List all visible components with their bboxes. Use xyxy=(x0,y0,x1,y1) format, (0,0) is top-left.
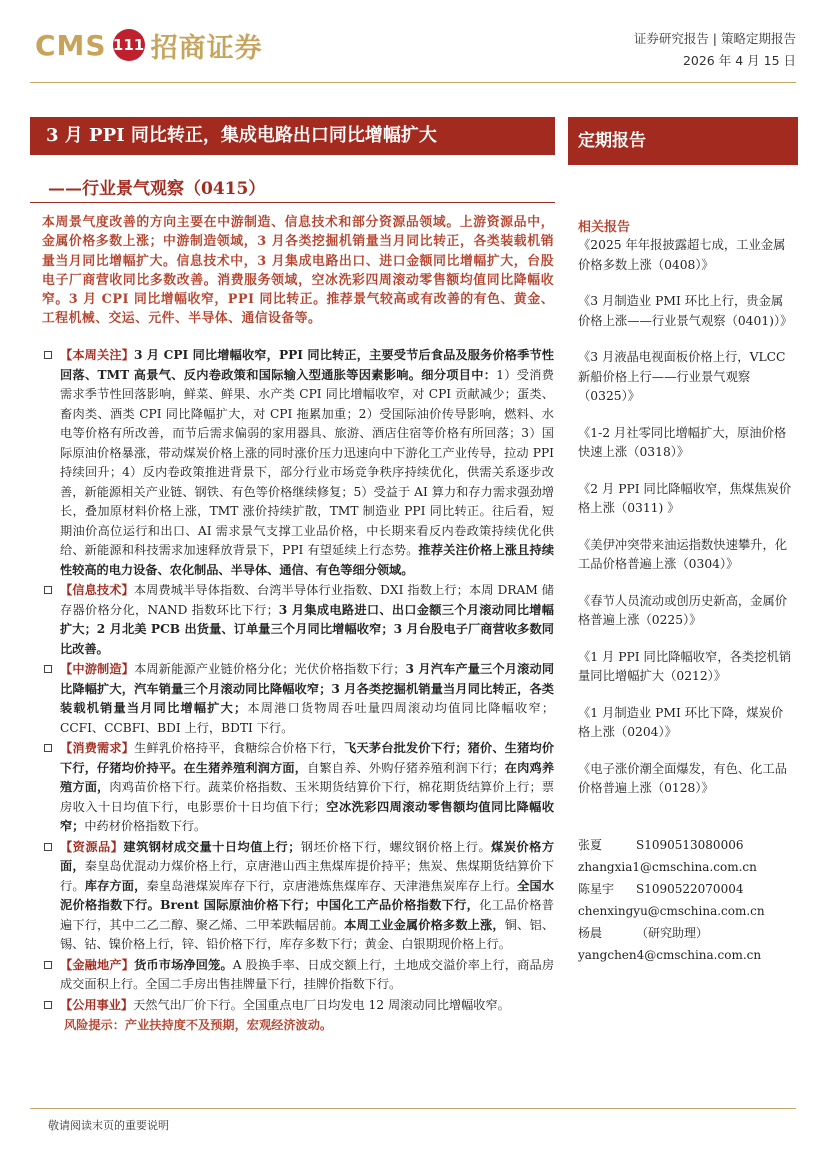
related-reports-list xyxy=(578,236,793,816)
section-text: 库存方面， xyxy=(84,878,147,893)
related-report-link[interactable]: 《电子涨价潮全面爆发，有色、化工品价格普遍上涨（0128）》 xyxy=(578,761,788,795)
checkbox-bullet-icon xyxy=(44,961,52,969)
section-tag: 【金融地产】 xyxy=(60,957,135,972)
section-text: A 股换手率、日成交额上行，土地成交溢价率上行，商品房成交面积上行。全国二手房出售挂牌量下行，挂牌价指数下行。 xyxy=(60,957,555,991)
section-tag: 【信息技术】 xyxy=(60,583,134,597)
analyst-row xyxy=(578,834,793,856)
section-text: 3 月 CPI 同比增幅收窄，PPI 同比转正，主要受节后食品及服务价格季节性回落、TMT 高景气、反内卷政策和国际输入型通胀等因素影响。细分项目中： xyxy=(60,348,554,382)
section-tag: 【本周关注】 xyxy=(60,348,135,362)
subtitle-divider xyxy=(30,202,555,203)
logo-latin: CMS xyxy=(35,28,107,62)
analyst-name: 杨晨 xyxy=(578,926,603,940)
body-sections xyxy=(42,346,554,1036)
analyst-name: 陈星宇 xyxy=(578,882,615,896)
checkbox-bullet-icon xyxy=(44,1001,52,1009)
related-report-link[interactable]: 《春节人员流动或创历史新高，金属价格普遍上涨（0225）》 xyxy=(578,593,788,627)
header-info xyxy=(634,28,796,72)
related-report-link[interactable]: 《3 月液晶电视面板价格上行，VLCC 新船价格上行——行业景气观察（0325）》 xyxy=(578,350,786,403)
section-text: 全国水泥价格指数下行。Brent 国际原油价格下行；中国化工产品价格指数下行， xyxy=(60,878,555,912)
checkbox-bullet-icon xyxy=(44,843,52,851)
section-text: 货币市场净回笼。 xyxy=(134,957,233,972)
section-text: 铜、铝、锡、钴、镍价格上行，锌、铅价格下行，库存多数下行；黄金、白银期现价格上行。 xyxy=(60,917,555,951)
section-tag: 【公用事业】 xyxy=(60,997,134,1012)
related-report-link[interactable]: 《1-2 月社零同比增幅扩大，原油价格快速上涨（0318）》 xyxy=(578,425,787,459)
summary-paragraph: 本周景气度改善的方向主要在中游制造、信息技术和部分资源品领域。上游资源品中，金属价格多数上涨；中游制造领域，3 月各类挖掘机销量当月同比转正，各类装载机销量当月同比增幅扩大。信息技术中，3 月集成电路出口、进口金额同比增幅扩大，台股电子厂商营收同比多数改善。消费服务领域，空冰洗彩四周滚动零售额均值同比降幅收窄。3 月 CPI 同比增幅收窄，PPI 同比转正。推荐景气较高或有改善的有色、黄金、工程机械、交运、元件、半导体、通信设备等。 xyxy=(42,215,554,327)
section-5 xyxy=(42,838,554,955)
checkbox-bullet-icon xyxy=(44,744,52,752)
section-text: 3 月汽车产量三个月滚动同比降幅扩大，汽车销量三个月滚动同比降幅收窄；3 月各类挖掘机销量当月同比转正，各类装载机销量当月同比增幅扩大； xyxy=(60,662,555,715)
section-text: 煤炭价格方面， xyxy=(60,839,555,873)
section-text: 在肉鸡养殖方面， xyxy=(60,760,555,794)
section-text: 自繁自养、外购仔猪养殖利润下行； xyxy=(307,760,505,775)
section-text: 天然气出厂价下行。全国重点电厂日均发电 12 周滚动同比增幅收窄。 xyxy=(133,997,510,1012)
section-text: 3 月集成电路进口、出口金额三个月滚动同比增幅扩大；2 月北美 PCB 出货量、订单量三个月同比增幅收窄；3 月台股电子厂商营收多数同比改善。 xyxy=(60,602,554,656)
section-tag: 【中游制造】 xyxy=(60,662,135,676)
section-text: 1）受消费需求季节性回落影响，鲜菜、鲜果、水产类 CPI 同比增幅收窄，对 CPI 贡献减少；蛋类、畜肉类、酒类 CPI 同比降幅扩大，对 CPI 拖累加重；2）受国际油价传导影响，燃料、水电等价格有所改善，而节后需求偏弱的家用器具、旅游、酒店住宿等价格有所回落；3）国际原油价格暴涨，带动煤炭价格上涨的同时涨价压力迅速向中下游化工产业传导，拉动 PPI 持续回升；4）反内卷政策推进背景下，部分行业市场竞争秩序持续优化，供需关系逐步改善，新能源相关产业链、钢铁、有色等价格继续修复；5）受益于 AI 算力和存力需求强劲增长，叠加原材料价格上涨，TMT 涨价持续扩散，TMT 制造业 PPI 同比转正。往后看，短期油价高位运行和出口、AI 需求景气支撑工业品价格，中长期来看反内卷政策持续优化供给、新能源和科技需求加速释放背景下，PPI 有望延续上行态势。 xyxy=(60,367,554,557)
section-2 xyxy=(42,581,554,659)
analysts-block xyxy=(578,834,793,966)
section-text: 飞天茅台批发价下行；猪价、生猪均价下行，仔猪均价持平。在生猪养殖利润方面， xyxy=(60,741,555,775)
section-7 xyxy=(42,996,554,1016)
footer-divider xyxy=(30,1108,796,1109)
section-text: 本周工业金属价格多数上涨， xyxy=(344,917,505,932)
section-text: 本周港口货物周吞吐量四周滚动均值同比降幅收窄；CCFI、CCBFI、BDI 上行，BDTI 下行。 xyxy=(60,701,555,735)
section-4 xyxy=(42,739,554,837)
risk-warning: 风险提示：产业扶持度不及预期，宏观经济波动。 xyxy=(64,1018,333,1032)
report-title: 3 月 PPI 同比转正，集成电路出口同比增幅扩大 xyxy=(30,117,555,155)
section-text: 生鲜乳价格持平，食糖综合价格下行， xyxy=(134,741,345,755)
header-divider xyxy=(30,82,796,83)
related-report-link[interactable]: 《2 月 PPI 同比降幅收窄，焦煤焦炭价格上涨（0311) 》 xyxy=(578,481,792,515)
analyst-row xyxy=(578,922,793,944)
checkbox-bullet-icon xyxy=(44,586,52,594)
section-3 xyxy=(42,660,554,738)
related-report-link[interactable]: 《1 月制造业 PMI 环比下降，煤炭价格上涨（0204）》 xyxy=(578,705,784,739)
section-text: 推荐关注价格上涨且持续性较高的电力设备、农化制品、半导体、通信、有色等细分领域。 xyxy=(60,543,555,577)
section-6 xyxy=(42,956,554,995)
section-text: 中药材价格指数下行。 xyxy=(84,819,207,833)
logo-chinese: 招商证券 xyxy=(150,32,263,64)
related-report-link[interactable]: 《1 月 PPI 同比降幅收窄，各类挖机销量同比增幅扩大（0212）》 xyxy=(578,649,792,683)
section-text: 秦皇岛港煤炭库存下行，京唐港炼焦煤库存、天津港焦炭库存上行。 xyxy=(146,878,518,893)
analyst-id: S1090522070004 xyxy=(636,882,744,896)
section-text: 空冰洗彩四周滚动零售额均值同比降幅收窄； xyxy=(60,799,555,833)
report-date: 2026 年 4 月 15 日 xyxy=(682,53,796,68)
report-subtitle: ——行业景气观察（0415） xyxy=(48,179,266,199)
analyst-email[interactable]: zhangxia1@cmschina.com.cn xyxy=(578,860,757,874)
report-label: 定期报告 xyxy=(568,117,798,165)
section-1 xyxy=(42,346,554,580)
logo-badge-icon: 111 xyxy=(113,29,145,61)
checkbox-bullet-icon xyxy=(44,665,52,673)
section-text: 建筑钢材成交量十日均值上行； xyxy=(123,839,301,854)
analyst-email[interactable]: yangchen4@cmschina.com.cn xyxy=(578,948,762,962)
section-text: 钢坯价格下行，螺纹钢价格上行。 xyxy=(300,839,492,854)
section-text: 秦皇岛优混动力煤价格上行，京唐港山西主焦煤库提价持平；焦炭、焦煤期货结算价下行。 xyxy=(60,859,555,893)
analyst-name: 张夏 xyxy=(578,838,603,852)
section-tag: 【资源品】 xyxy=(60,839,124,854)
related-report-link[interactable]: 《3 月制造业 PMI 环比上行，贵金属价格上涨——行业景气观察（0401)）》 xyxy=(578,294,793,328)
related-reports-title: 相关报告 xyxy=(578,220,631,235)
analyst-email[interactable]: chenxingyu@cmschina.com.cn xyxy=(578,904,765,918)
checkbox-bullet-icon xyxy=(44,351,52,359)
related-report-link[interactable]: 《2025 年年报披露超七成，工业金属价格多数上涨（0408）》 xyxy=(578,238,786,272)
section-text: 本周新能源产业链价格分化；光伏价格指数下行； xyxy=(134,662,406,676)
report-type: 证券研究报告 | 策略定期报告 xyxy=(633,31,796,46)
section-text: 化工品价格普遍下行，其中二乙二醇、聚乙烯、二甲苯跌幅居前。 xyxy=(60,898,554,932)
analyst-id: S1090513080006 xyxy=(636,838,744,852)
section-tag: 【消费需求】 xyxy=(60,741,135,755)
section-text: 肉鸡苗价格下行。蔬菜价格指数、玉米期货结算价下行，棉花期货结算价上行；票房收入十日均值下行，电影票价十日均值下行； xyxy=(60,780,555,814)
footer-note: 敬请阅读末页的重要说明 xyxy=(48,1119,169,1132)
logo xyxy=(35,24,263,66)
section-text: 本周费城半导体指数、台湾半导体行业指数、DXI 指数上行；本周 DRAM 储存器价格分化，NAND 指数环比下行； xyxy=(60,583,554,617)
analyst-row xyxy=(578,878,793,900)
related-report-link[interactable]: 《美伊冲突带来油运指数快速攀升，化工品价格普遍上涨（0304）》 xyxy=(578,537,788,571)
analyst-id: （研究助理） xyxy=(636,926,709,940)
